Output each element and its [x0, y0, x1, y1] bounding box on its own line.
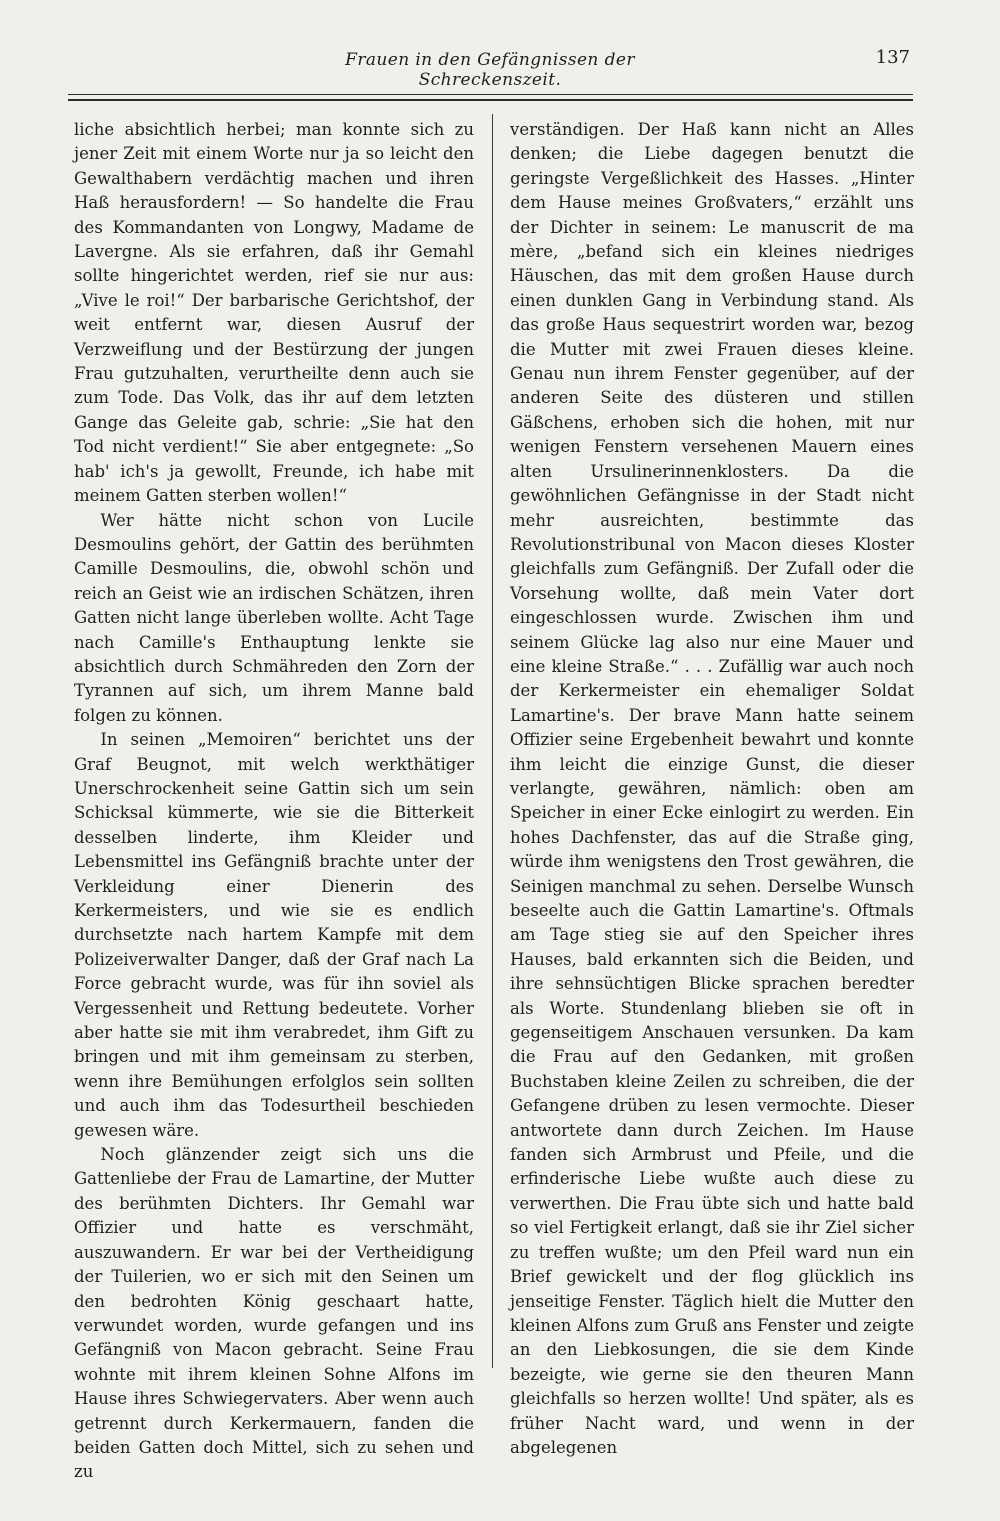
left-column	[74, 118, 474, 1482]
header-rule-thin	[68, 94, 913, 95]
paragraph-lavergne: liche absichtlich herbei; man konnte sich zu jener Zeit mit einem Worte nur ja so leicht den Gewalthabern verdächtig machen und ihren Haß herausfordern! — So handelte die Frau des Kommandanten von Longwy, Madame de Lavergne. Als sie erfahren, daß ihr Gemahl sollte hingerichtet werden, rief sie nur aus: „Vive le roi!“ Der barbarische Gerichtshof, der weit entfernt war, diesen Ausruf der Verzweiflung und der Bestürzung der jungen Frau gutzuhalten, verurtheilte denn auch sie zum Tode. Das Volk, das ihr auf dem letzten Gange das Geleite gab, schrie: „Sie hat den Tod nicht verdient!“ Sie aber entgegnete: „So hab' ich's ja gewollt, Freunde, ich habe mit meinem Gatten sterben wollen!“	[74, 120, 474, 506]
header-rule-thick	[68, 99, 913, 101]
paragraph-beugnot: In seinen „Memoiren“ berichtet uns der Graf Beugnot, mit welch werkthätiger Unerschrockenheit seine Gattin sich um sein Schicksal kümmerte, wie sie die Bitterkeit desselben linderte, ihm Kleider und Lebensmittel ins Gefängniß brachte unter der Verkleidung einer Dienerin des Kerkermeisters, und wie sie es endlich durchsetzte nach hartem Kampfe mit dem Polizeiverwalter Danger, daß der Graf nach La Force gebracht wurde, was für ihn soviel als Vergessenheit und Rettung bedeutete. Vorher aber hatte sie mit ihm verabredet, ihm Gift zu bringen und mit ihm gemeinsam zu sterben, wenn ihre Bemühungen erfolglos sein sollten und auch ihm das Todesurtheil beschieden gewesen wäre.	[74, 730, 474, 1140]
page-number: 137	[875, 47, 910, 68]
paragraph-lamartine-story: verständigen. Der Haß kann nicht an Alles denken; die Liebe dagegen benutzt die geringste Vergeßlichkeit des Hasses. „Hinter dem Hause meines Großvaters,“ erzählt uns der Dichter in seinem: Le manuscrit de ma mère, „befand sich ein kleines niedriges Häuschen, das mit dem großen Hause durch einen dunklen Gang in Verbindung stand. Als das große Haus sequestrirt worden war, bezog die Mutter mit zwei Frauen dieses kleine. Genau nun ihrem Fenster gegenüber, auf der anderen Seite des düsteren und stillen Gäßchens, erhoben sich die hohen, mit nur wenigen Fenstern versehenen Mauern eines alten Ursulinerinnenklosters. Da die gewöhnlichen Gefängnisse in der Stadt nicht mehr ausreichten, bestimmte das Revolutionstribunal von Macon dieses Kloster gleichfalls zum Gefängniß. Der Zufall oder die Vorsehung wollte, daß mein Vater dort eingeschlossen wurde. Zwischen ihm und seinem Glücke lag also nur eine Mauer und eine kleine Straße.“ . . . Zufällig war auch noch der Kerkermeister ein ehemaliger Soldat Lamartine's. Der brave Mann hatte seinem Offizier seine Ergebenheit bewahrt und konnte ihm leicht die einzige Gunst, die dieser verlangte, gewähren, nämlich: oben am Speicher in einer Ecke einlogirt zu werden. Ein hohes Dachfenster, das auf die Straße ging, würde ihm wenigstens den Trost gewähren, die Seinigen manchmal zu sehen. Derselbe Wunsch beseelte auch die Gattin Lamartine's. Oftmals am Tage stieg sie auf den Speicher ihres Hauses, bald erkannten sich die Beiden, und ihre sehnsüchtigen Blicke sprachen beredter als Worte. Stundenlang blieben sie oft in gegenseitigem Anschauen versunken. Da kam die Frau auf den Gedanken, mit großen Buchstaben kleine Zeilen zu schreiben, die der Gefangene drüben zu lesen vermochte. Dieser antwortete dann durch Zeichen. Im Hause fanden sich Armbrust und Pfeile, und die erfinderische Liebe wußte auch diese zu verwerthen. Die Frau übte sich und hatte bald so viel Fertigkeit erlangt, daß sie ihr Ziel sicher zu treffen wußte; um den Pfeil ward nun ein Brief gewickelt und der flog glücklich ins jenseitige Fenster. Täglich hielt die Mutter den kleinen Alfons zum Gruß ans Fenster und zeigte an den Liebkosungen, die sie dem Kinde bezeigte, wie gerne sie den theuren Mann gleichfalls so herzen wollte! Und später, als es früher Nacht ward, und wenn in der abgelegenen	[510, 120, 914, 1457]
running-head-title: Frauen in den Gefängnissen der Schreckenszeit.	[345, 50, 635, 90]
paragraph-lamartine-intro: Noch glänzender zeigt sich uns die Gattenliebe der Frau de Lamartine, der Mutter des berühmten Dichters. Ihr Gemahl war Offizier und hatte es verschmäht, auszuwandern. Er war bei der Vertheidigung der Tuilerien, wo er sich mit den Seinen um den bedrohten König geschaart hatte, verwundet worden, wurde gefangen und ins Gefängniß von Macon gebracht. Seine Frau wohnte mit ihrem kleinen Sohne Alfons im Hause ihres Schwiegervaters. Aber wenn auch getrennt durch Kerkermauern, fanden die beiden Gatten doch Mittel, sich zu sehen und zu	[74, 1145, 474, 1482]
column-divider	[492, 114, 493, 1368]
paragraph-desmoulins: Wer hätte nicht schon von Lucile Desmoulins gehört, der Gattin des berühmten Camille Desmoulins, die, obwohl schön und reich an Geist wie an irdischen Schätzen, ihren Gatten nicht lange überleben wollte. Acht Tage nach Camille's Enthauptung lenkte sie absichtlich durch Schmähreden den Zorn der Tyrannen auf sich, um ihrem Manne bald folgen zu können.	[74, 510, 474, 725]
right-column	[510, 118, 914, 1457]
